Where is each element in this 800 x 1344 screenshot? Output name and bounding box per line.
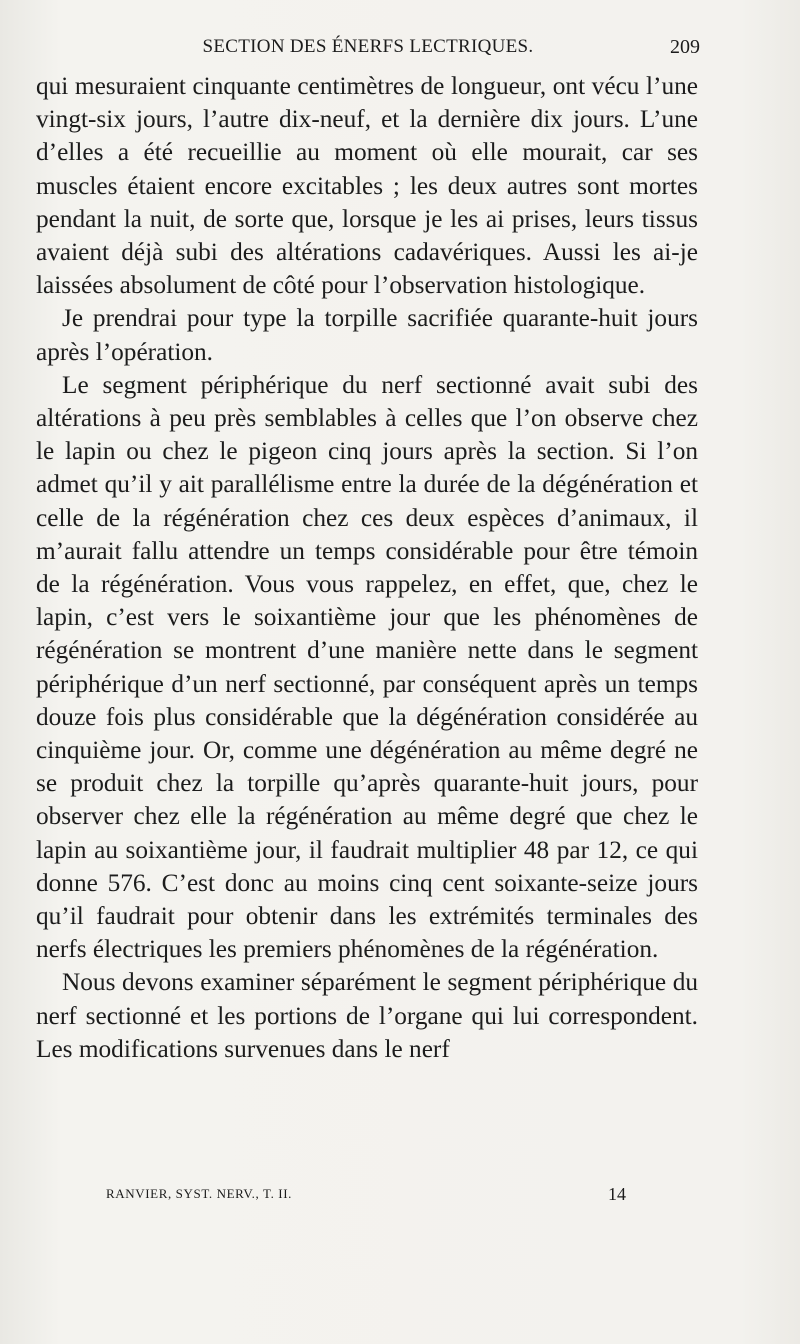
printer-signature: RANVIER, SYST. NERV., T. II. [106,1186,292,1201]
sheet-number: 14 [608,1184,626,1204]
page-footer [106,1184,626,1206]
paragraph: Le segment périphérique du nerf sectionné avait subi des altérations à peu près semblables à celles que l’on observe chez le lapin ou chez le pigeon cinq jours après la section. Si l’on admet qu’il y ait parallélisme entre la durée de la dégénération et celle de la régénération chez ces deux espèces d’animaux, il m’aurait fallu attendre un temps considérable pour être témoin de la régénération. Vous vous rappelez, en effet, que, chez le lapin, c’est vers le soixantième jour que les phénomènes de régénération se montrent d’une manière nette dans le segment périphérique d’un nerf sectionné, par conséquent après un temps douze fois plus considérable que la dégénération considérée au cinquième jour. Or, comme une dégénération au même degré ne se produit chez la torpille qu’après quarante-huit jours, pour observer chez elle la régénération au même degré que chez le lapin au soixantième jour, il faudrait multiplier 48 par 12, ce qui donne 576. C’est donc au moins cinq cent soixante-seize jours qu’il faudrait pour obtenir dans les extrémités terminales des nerfs électriques les premiers phénomènes de la régénération. [36,370,698,964]
body-text [36,70,698,1066]
running-title: SECTION DES ÉNERFS LECTRIQUES. [202,36,534,57]
page-header [36,36,700,64]
page-number: 209 [670,36,700,58]
paragraph: Nous devons examiner séparément le segment périphérique du nerf sectionné et les portions de l’organe qui lui correspondent. Les modifications survenues dans le nerf [36,968,698,1063]
paragraph-continued: qui mesuraient cinquante centimètres de longueur, ont vécu l’une vingt-six jours, l’autre dix-neuf, et la dernière dix jours. L’une d’elles a été recueillie au moment où elle mourait, car ses muscles étaient encore excitables ; les deux autres sont mortes pendant la nuit, de sorte que, lorsque je les ai prises, leurs tissus avaient déjà subi des altérations cadavériques. Aussi les ai-je laissées absolument de côté pour l’observation histologique. [36,72,698,300]
paragraph: Je prendrai pour type la torpille sacrifiée quarante-huit jours après l’opération. [36,304,698,366]
